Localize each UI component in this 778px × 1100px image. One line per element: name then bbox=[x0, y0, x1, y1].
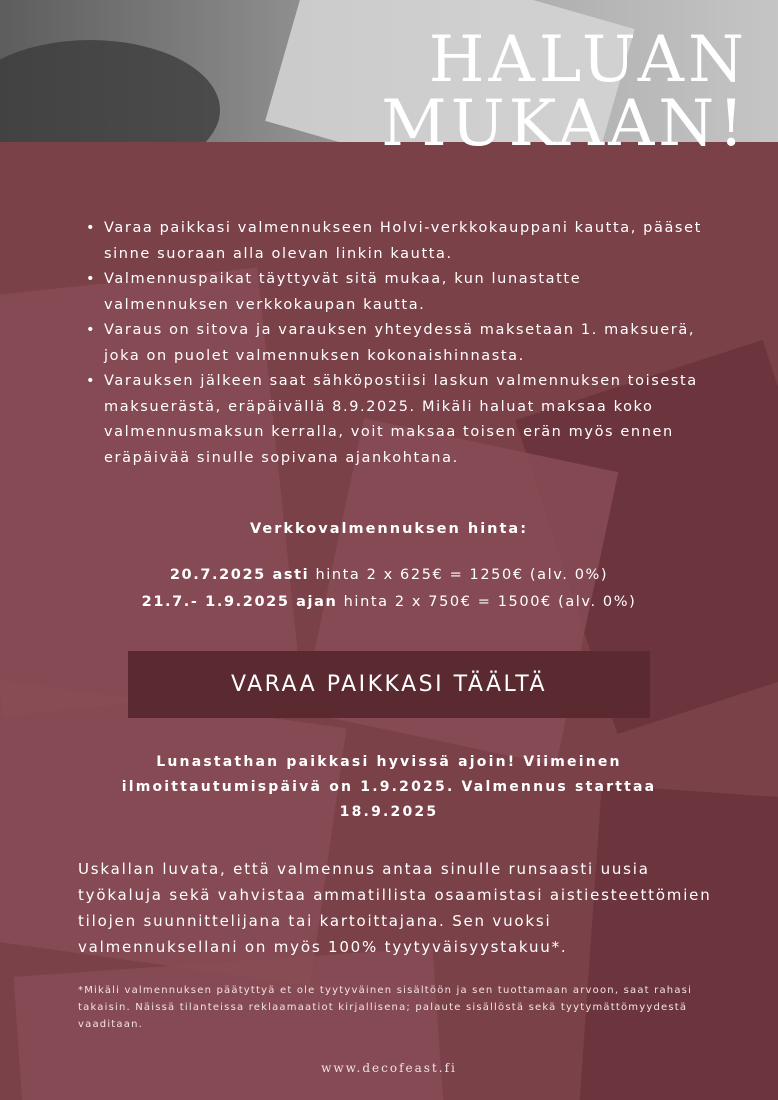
booking-instructions-list bbox=[86, 216, 706, 471]
list-item: • Varauksen jälkeen saat sähköpostiisi laskun valmennuksen toisesta maksuerästä, eräpäivällä 8.9.2025. Mikäli haluat maksaa koko valmennusmaksun kerralla, voit maksaa toisen erän myös ennen eräpäivää sinulle sopivana ajankohtana. bbox=[86, 369, 706, 471]
price-period: 21.7.- 1.9.2025 ajan bbox=[141, 594, 338, 610]
guarantee-footnote: *Mikäli valmennuksen päätyttyä et ole tyytyväinen sisältöön ja sen tuottamaan arvoon, saat rahasi takaisin. Näissä tilanteissa reklaamaatiot kirjallisena; palaute sisällöstä sekä tyytymättömyydestä vaaditaan. bbox=[78, 985, 693, 1030]
price-period: 20.7.2025 asti bbox=[169, 567, 310, 583]
list-item: • Varaa paikkasi valmennukseen Holvi-verkkokauppani kautta, pääset sinne suoraan alla olevan linkin kautta. bbox=[86, 216, 706, 267]
registration-deadline-notice: Lunastathan paikkasi hyvissä ajoin! Viimeinen ilmoittautumispäivä on 1.9.2025. Valmennus starttaa 18.9.2025 bbox=[121, 754, 657, 820]
list-item: • Varaus on sitova ja varauksen yhteydessä maksetaan 1. maksuerä, joka on puolet valmennuksen kokonaishinnasta. bbox=[86, 318, 706, 369]
satisfaction-promise: Uskallan luvata, että valmennus antaa sinulle runsaasti uusia työkaluja sekä vahvistaa ammatillista osaamistasi aistiesteettömien tilojen suunnittelijana tai kartoittajana. Sen vuoksi valmennuksellani on myös 100% tyytyväisyystakuu*. bbox=[78, 860, 712, 956]
price-amount: hinta 2 x 750€ = 1500€ (alv. 0%) bbox=[337, 594, 637, 610]
pricing-title: Verkkovalmennuksen hinta: bbox=[250, 521, 528, 537]
website-link[interactable]: www.decofeast.fi bbox=[321, 1061, 457, 1075]
price-row-early bbox=[0, 567, 778, 583]
price-amount: hinta 2 x 625€ = 1250€ (alv. 0%) bbox=[309, 567, 609, 583]
page-headline bbox=[381, 23, 748, 161]
headline-line-2: MUKAAN! bbox=[381, 87, 748, 161]
price-row-regular bbox=[0, 594, 778, 610]
headline-line-1: HALUAN bbox=[428, 23, 748, 97]
reserve-seat-button[interactable]: VARAA PAIKKASI TÄÄLTÄ bbox=[128, 651, 650, 718]
list-item: • Valmennuspaikat täyttyvät sitä mukaa, kun lunastatte valmennuksen verkkokaupan kautta. bbox=[86, 267, 706, 318]
